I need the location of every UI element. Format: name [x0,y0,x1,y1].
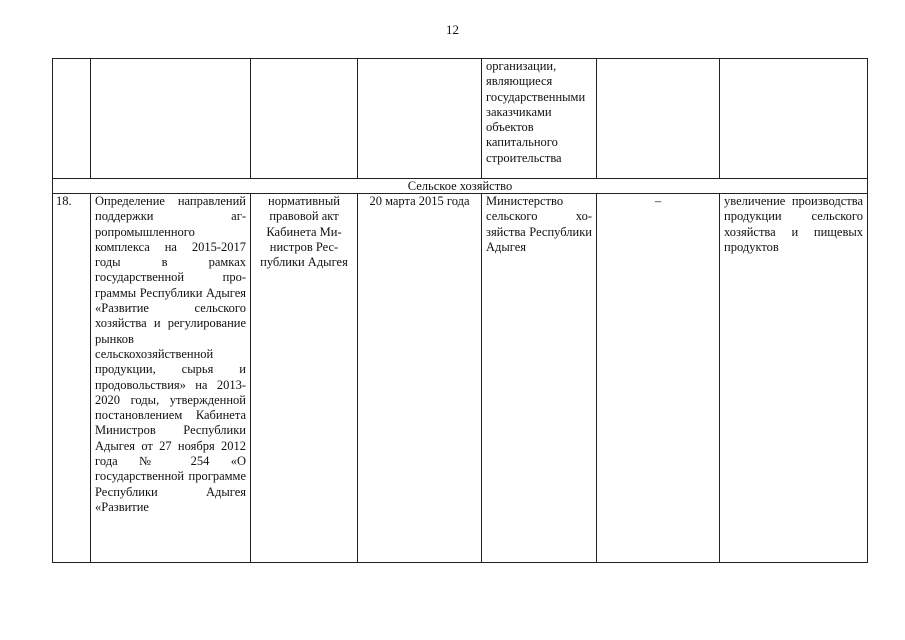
act-type-text: нормативный правовой акт Кабинета Министров Республики Адыгея [251,194,358,563]
cell-deadline [358,59,482,179]
page-number: 12 [446,22,459,37]
section-title: Сельское хозяйство [53,179,868,194]
table-row-18 [53,194,868,563]
cell-result [720,59,868,179]
cell-number [53,59,91,179]
deadline-text: 20 марта 2015 года [358,194,482,563]
result-text: увеличение производства продукции сельского хозяйства и пищевых продуктов [720,194,868,563]
executor-text: Министерство сельского хозяйства Республики Адыгея [482,194,597,563]
measure-text: Определение направлений поддержки агропромышленного комплекса на 2015-2017 годы в рамках государственной программы Республики Адыгея «Развитие сельского хозяйства и регулирование рынков сельскохозяйственной продукции, сырья и продовольствия» на 2013-2020 годы, утвержденной постановлением Кабинета Министров Республики Адыгея от 27 ноября 2012 года № 254 «О государственной программе Республики Адыгея «Развитие [91,194,251,563]
cell-act [251,59,358,179]
cell-funding [597,59,720,179]
cell-measure [91,59,251,179]
plan-table [52,58,868,563]
row-number: 18. [53,194,91,563]
section-row [53,179,868,194]
funding-text: – [597,194,720,563]
table-row-continuation [53,59,868,179]
cell-executor: организации, являющиеся государственными заказчиками объектов капитального строительства [482,59,597,179]
